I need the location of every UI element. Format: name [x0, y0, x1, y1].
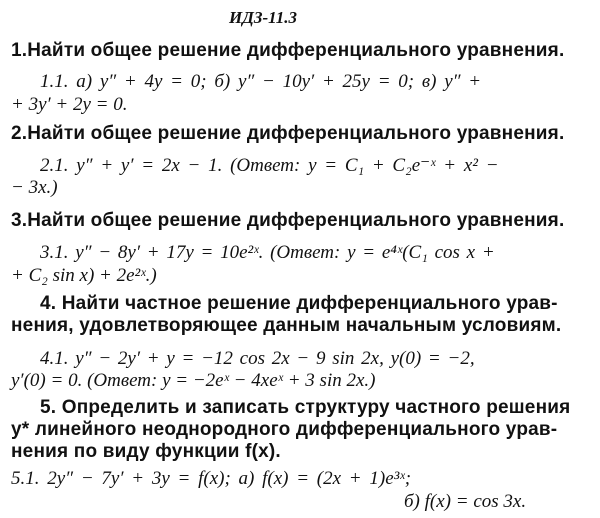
task2-item-line1: 2.1. y″ + y′ = 2x − 1. (Ответ: y = C₁ + C₂e⁻ˣ + x² − — [40, 155, 499, 176]
task5-heading-line2: y* линейного неоднородного дифференциального урав- — [11, 419, 558, 440]
task1-item-line1: 1.1. а) y″ + 4y = 0; б) y″ − 10y′ + 25y = 0; в) y″ + — [40, 71, 482, 92]
task2-item-line2: − 3x.) — [11, 177, 58, 198]
task4-item-line1: 4.1. y″ − 2y′ + y = −12 cos 2x − 9 sin 2x, y(0) = −2, — [40, 348, 475, 369]
task4-heading-line1: 4. Найти частное решение дифференциального урав- — [40, 293, 558, 314]
task3-item-line2: + C₂ sin x) + 2e²ˣ.) — [11, 265, 157, 286]
task4-item-line2: y′(0) = 0. (Ответ: y = −2eˣ − 4xeˣ + 3 sin 2x.) — [11, 370, 376, 391]
task4-heading-line2: нения, удовлетворяющее данным начальным условиям. — [11, 315, 562, 336]
task1-item-line2: + 3y′ + 2y = 0. — [11, 94, 128, 115]
task2-heading: 2.Найти общее решение дифференциального уравнения. — [11, 123, 565, 144]
task5-heading-line1: 5. Определить и записать структуру частного решения — [40, 397, 571, 418]
page-title: ИДЗ-11.3 — [229, 8, 297, 27]
task3-heading: 3.Найти общее решение дифференциального уравнения. — [11, 210, 565, 231]
task5-item-line2: б) f(x) = cos 3x. — [404, 491, 527, 512]
task5-heading-line3: нения по виду функции f(x). — [11, 441, 281, 462]
task5-item-line1: 5.1. 2y″ − 7y′ + 3y = f(x); а) f(x) = (2x + 1)e³ˣ; — [11, 468, 412, 489]
task1-heading: 1.Найти общее решение дифференциального уравнения. — [11, 40, 565, 61]
task3-item-line1: 3.1. y″ − 8y′ + 17y = 10e²ˣ. (Ответ: y = e⁴ˣ(C₁ cos x + — [40, 242, 495, 263]
